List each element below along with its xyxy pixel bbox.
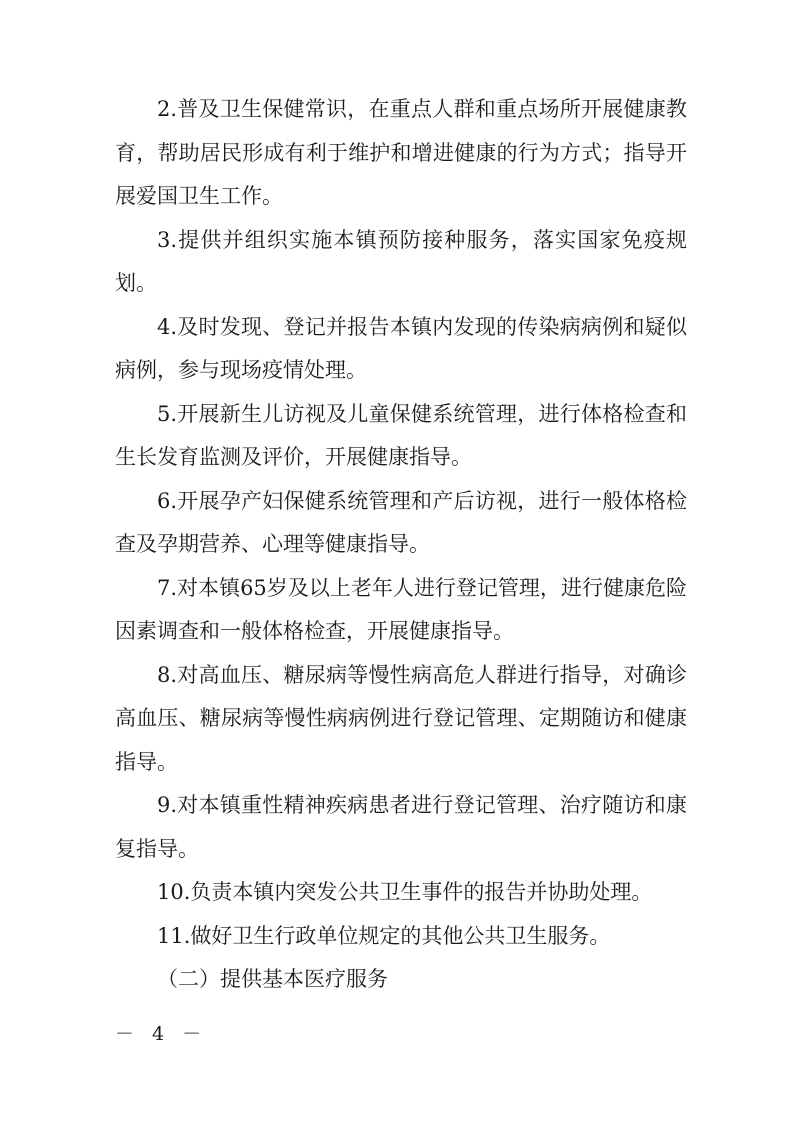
paragraph-item-8: 8.对高血压、糖尿病等慢性病高危人群进行指导，对确诊高血压、糖尿病等慢性病病例进行登记管理、定期随访和健康指导。 [115,662,687,774]
paragraph-item-5: 5.开展新生儿访视及儿童保健系统管理，进行体格检查和生长发育监测及评价，开展健康指导。 [115,401,687,469]
paragraph-item-6: 6.开展孕产妇保健系统管理和产后访视，进行一般体格检查及孕期营养、心理等健康指导。 [115,488,687,556]
paragraph-item-10: 10.负责本镇内突发公共卫生事件的报告并协助处理。 [157,880,653,904]
document-body [115,88,687,1002]
section-heading: （二）提供基本医疗服务 [157,967,388,991]
paragraph-item-4: 4.及时发现、登记并报告本镇内发现的传染病病例和疑似病例，参与现场疫情处理。 [115,314,687,382]
paragraph-item-7: 7.对本镇65岁及以上老年人进行登记管理，进行健康危险因素调查和一般体格检查，开展健康指导。 [115,575,687,643]
paragraph-item-3: 3.提供并组织实施本镇预防接种服务，落实国家免疫规划。 [115,227,687,295]
paragraph-item-9: 9.对本镇重性精神疾病患者进行登记管理、治疗随访和康复指导。 [115,793,687,861]
paragraph-item-11: 11.做好卫生行政单位规定的其他公共卫生服务。 [157,923,611,948]
page-number: － 4 － [115,1023,208,1045]
paragraph-item-2: 2.普及卫生保健常识，在重点人群和重点场所开展健康教育，帮助居民形成有利于维护和增进健康的行为方式；指导开展爱国卫生工作。 [115,97,687,208]
